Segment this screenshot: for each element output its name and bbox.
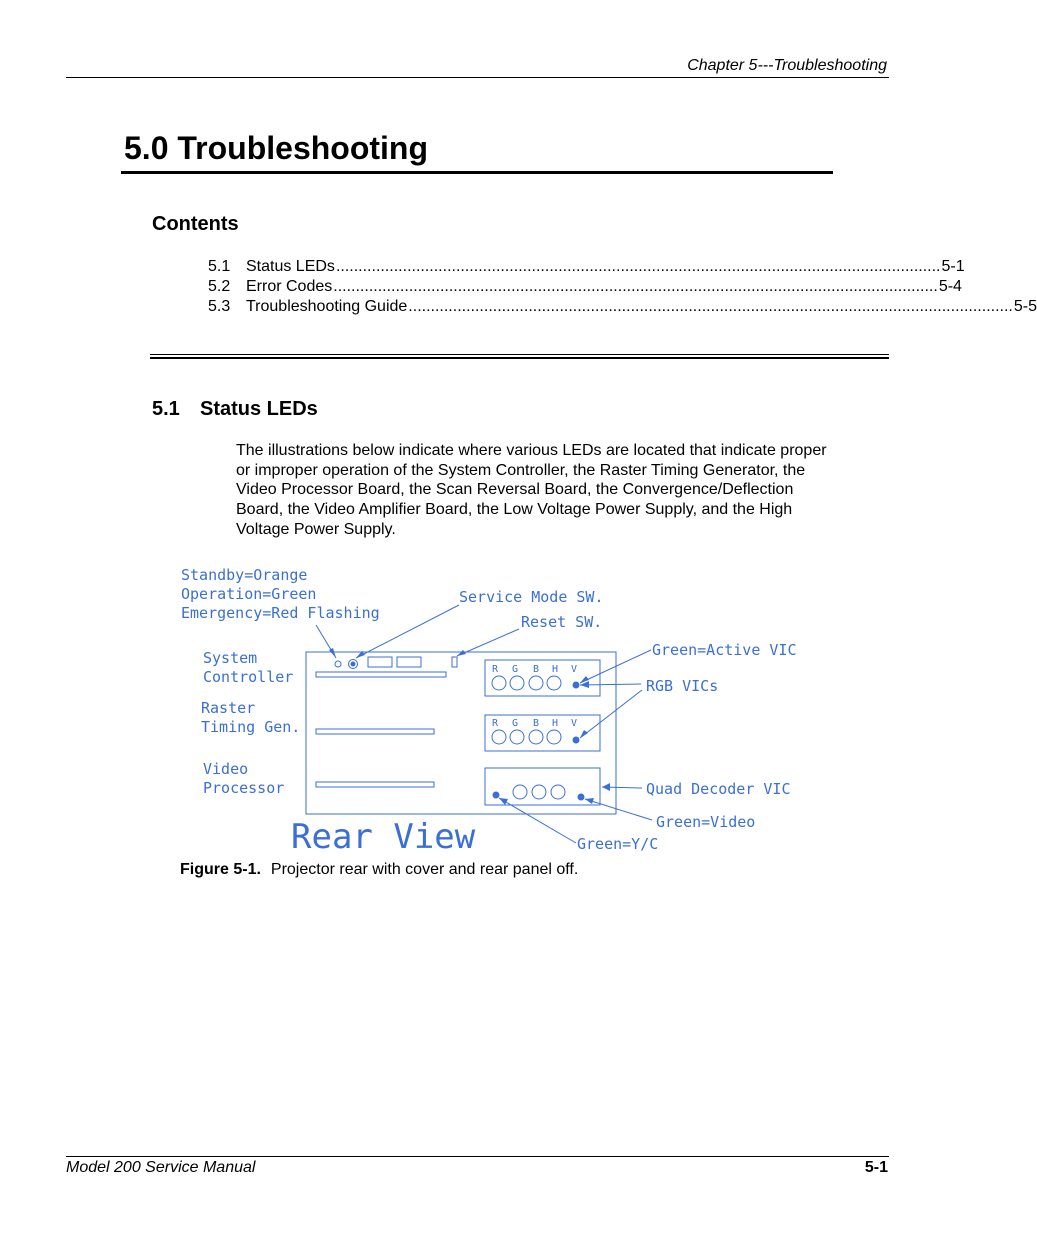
contents-heading: Contents bbox=[152, 213, 239, 235]
table-of-contents bbox=[208, 257, 1037, 317]
chassis-outline bbox=[306, 652, 616, 814]
label-standby: Standby=Orange bbox=[181, 566, 308, 584]
active-vic-led bbox=[573, 737, 579, 743]
channel-h: H bbox=[552, 664, 559, 675]
label-service-mode: Service Mode SW. bbox=[459, 588, 604, 606]
label-rear-view: Rear View bbox=[291, 817, 476, 857]
label-green-yc: Green=Y/C bbox=[577, 835, 659, 853]
footer-page-number: 5-1 bbox=[864, 1159, 888, 1176]
arrow-head bbox=[602, 783, 610, 791]
active-vic-led bbox=[573, 682, 579, 688]
label-video: Video bbox=[203, 760, 249, 778]
toc-entry-title: Error Codes bbox=[246, 278, 333, 295]
label-system: System bbox=[203, 649, 258, 667]
section-paragraph: The illustrations below indicate where various LEDs are located that indicate proper or improper operation of the System Controller, the Raster Timing Generator, the Video Processor Board, the Scan Reversal Board, the Convergence/Deflection Board, the Video Amplifier Board, the Low Voltage Power Supply, and the High Voltage Power Supply. bbox=[236, 442, 827, 538]
arrow-head bbox=[329, 648, 336, 658]
system-controller-board bbox=[316, 672, 446, 677]
channel-b: B bbox=[533, 664, 540, 675]
yc-led bbox=[493, 792, 499, 798]
arrow-head bbox=[457, 650, 466, 656]
toc-entry-number: 5.3 bbox=[208, 298, 231, 315]
vic-jack bbox=[529, 676, 543, 690]
status-led bbox=[335, 661, 341, 667]
leader-video bbox=[585, 799, 652, 820]
label-green-video: Green=Video bbox=[656, 813, 756, 831]
leader-rgb-vic-1 bbox=[580, 684, 641, 685]
section-title: Status LEDs bbox=[200, 398, 318, 420]
arrow-head bbox=[499, 798, 508, 805]
figure-caption bbox=[180, 861, 578, 879]
channel-b: B bbox=[533, 718, 540, 729]
channel-r: R bbox=[492, 718, 499, 729]
toc-leader-dots: ........................................................................................................................................ bbox=[408, 298, 1013, 315]
toc-entry-page: 5-1 bbox=[941, 258, 965, 275]
vic-jack bbox=[492, 730, 506, 744]
vic-jack bbox=[547, 730, 561, 744]
figure-caption-text: Projector rear with cover and rear panel off. bbox=[270, 861, 579, 878]
service-mode-switch-knob bbox=[351, 662, 355, 666]
vic-jack bbox=[513, 785, 527, 799]
vic-jack bbox=[529, 730, 543, 744]
label-processor: Processor bbox=[203, 779, 285, 797]
header-rule bbox=[66, 77, 889, 78]
toc-leader-dots: ........................................................................................................................................ bbox=[335, 258, 941, 275]
toc-leader-dots: ........................................................................................................................................ bbox=[333, 278, 938, 295]
video-processor-board bbox=[316, 782, 434, 787]
section-divider-thin bbox=[150, 354, 889, 355]
footer-rule bbox=[66, 1156, 889, 1157]
arrow-head bbox=[585, 798, 594, 804]
running-header: Chapter 5---Troubleshooting bbox=[687, 57, 887, 74]
label-emergency: Emergency=Red Flashing bbox=[181, 604, 380, 622]
toc-entry-page: 5-5 bbox=[1013, 298, 1037, 315]
section-heading bbox=[152, 398, 318, 421]
channel-v: V bbox=[571, 664, 578, 675]
label-raster: Raster bbox=[201, 699, 256, 717]
arrow-head bbox=[580, 730, 588, 738]
video-led bbox=[578, 794, 584, 800]
label-reset: Reset SW. bbox=[521, 613, 603, 631]
label-rgb-vics: RGB VICs bbox=[646, 677, 719, 695]
chapter-title-rule bbox=[121, 171, 833, 174]
vic-jack bbox=[532, 785, 546, 799]
rgb-vic-board-1 bbox=[485, 660, 600, 696]
vic-jack bbox=[510, 730, 524, 744]
toc-entry[interactable] bbox=[208, 257, 965, 277]
channel-v: V bbox=[571, 718, 578, 729]
figure-caption-label: Figure 5-1. bbox=[180, 861, 261, 878]
toc-entry-number: 5.1 bbox=[208, 258, 231, 275]
vic-jack bbox=[492, 676, 506, 690]
label-green-active: Green=Active VIC bbox=[652, 641, 797, 659]
connector-block bbox=[368, 657, 392, 667]
vic-jack bbox=[547, 676, 561, 690]
channel-g: G bbox=[512, 718, 519, 729]
section-divider-thick bbox=[150, 357, 889, 359]
connector-block bbox=[397, 657, 421, 667]
label-timing-gen: Timing Gen. bbox=[201, 718, 301, 736]
toc-entry-page: 5-4 bbox=[938, 278, 962, 295]
toc-entry[interactable] bbox=[208, 277, 962, 297]
channel-h: H bbox=[552, 718, 559, 729]
leader-rgb-vic-2 bbox=[580, 690, 642, 738]
footer-manual-title: Model 200 Service Manual bbox=[66, 1159, 256, 1176]
toc-entry-title: Troubleshooting Guide bbox=[246, 298, 408, 315]
projector-rear-figure bbox=[176, 560, 836, 860]
projector-rear-diagram bbox=[176, 560, 836, 860]
toc-entry[interactable] bbox=[208, 297, 1037, 317]
section-number: 5.1 bbox=[152, 398, 180, 420]
vic-jack bbox=[510, 676, 524, 690]
chapter-title: 5.0 Troubleshooting bbox=[124, 130, 429, 166]
reset-switch bbox=[452, 657, 457, 667]
label-controller: Controller bbox=[203, 668, 294, 686]
label-quad-decoder: Quad Decoder VIC bbox=[646, 780, 791, 798]
label-operation: Operation=Green bbox=[181, 585, 317, 603]
vic-jack bbox=[551, 785, 565, 799]
channel-r: R bbox=[492, 664, 499, 675]
toc-entry-number: 5.2 bbox=[208, 278, 231, 295]
toc-entry-title: Status LEDs bbox=[246, 258, 335, 275]
raster-timing-board bbox=[316, 729, 434, 734]
channel-g: G bbox=[512, 664, 519, 675]
